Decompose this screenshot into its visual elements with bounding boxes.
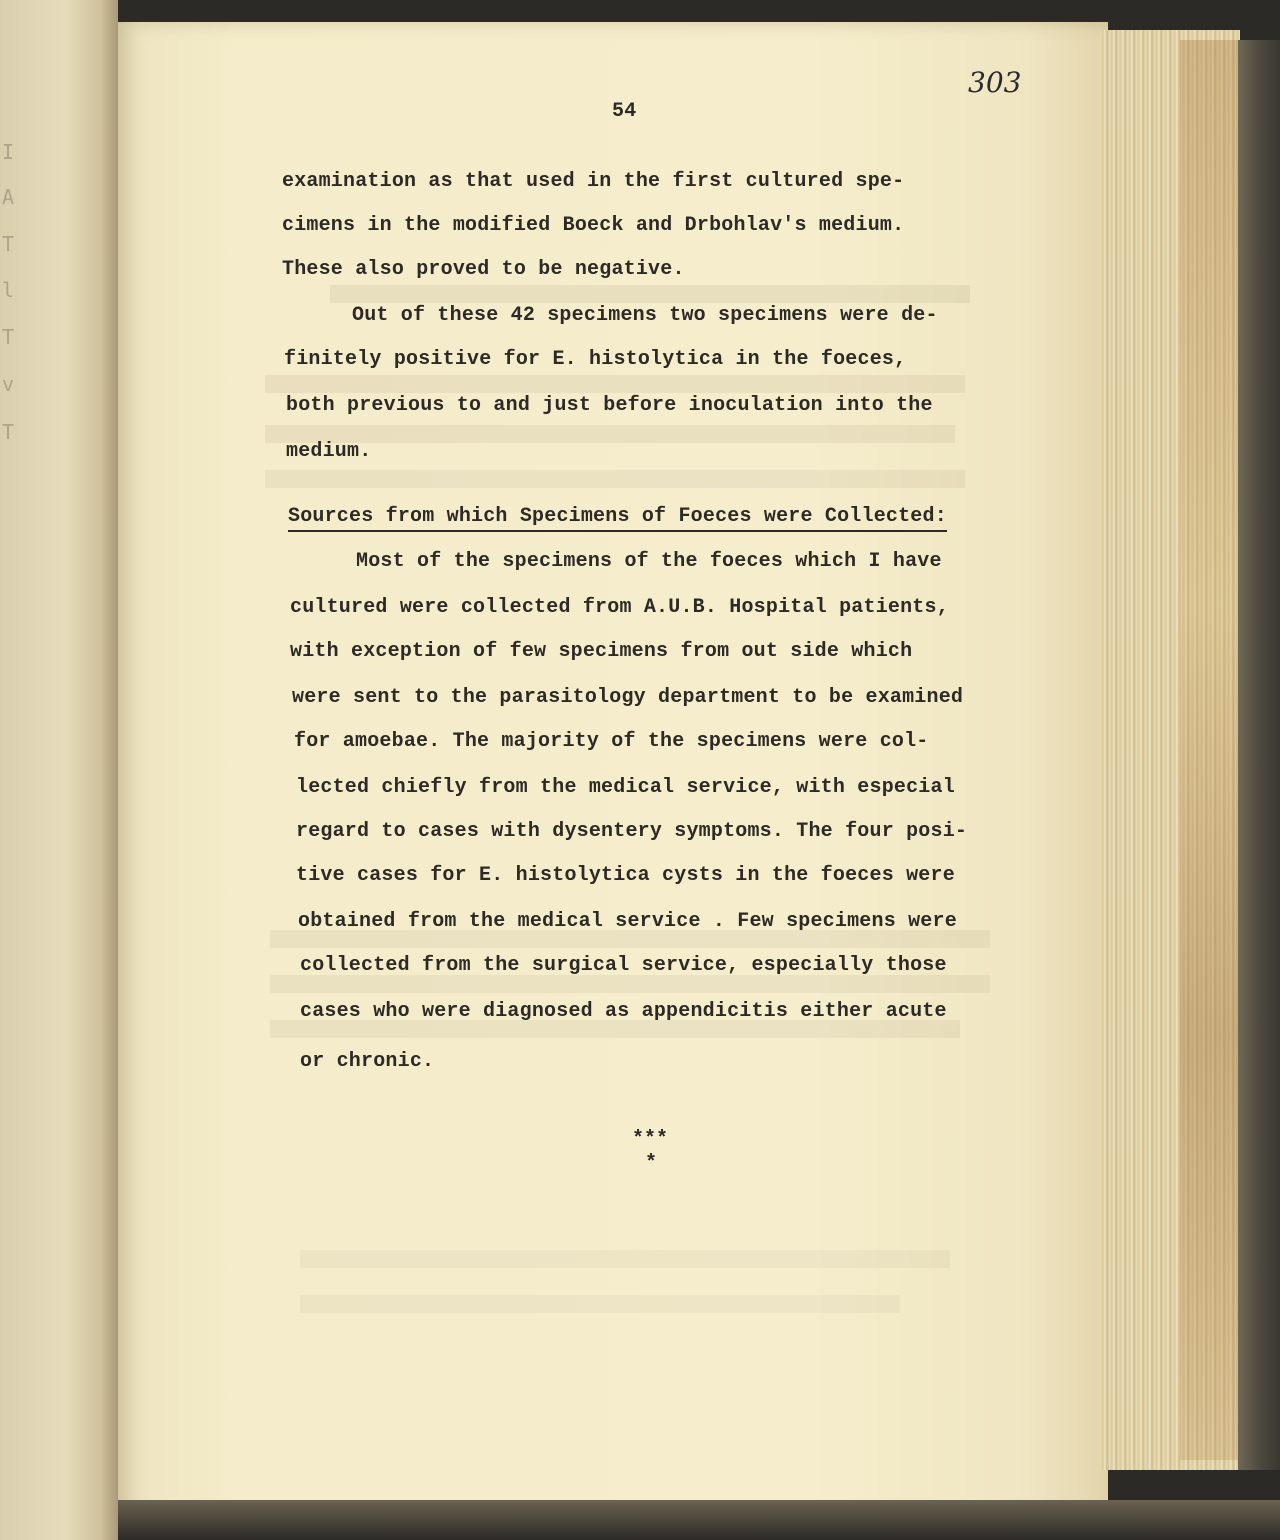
bottom-shadow <box>118 1500 1280 1540</box>
text-line: Most of the specimens of the foeces which I have <box>356 550 942 573</box>
text-line: both previous to and just before inoculation into the <box>286 394 933 417</box>
bleed-through <box>300 1250 950 1268</box>
bleed-through <box>265 470 965 488</box>
text-line: or chronic. <box>300 1050 435 1073</box>
text-line: lected chiefly from the medical service, with especial <box>296 776 955 799</box>
bleed-through <box>300 1295 900 1313</box>
ghost-mark: A <box>2 185 15 209</box>
page-number: 54 <box>612 100 637 123</box>
text-line: examination as that used in the first cultured spe- <box>282 170 905 193</box>
left-facing-page <box>0 0 118 1540</box>
text-line: collected from the surgical service, especially those <box>300 954 947 977</box>
text-line: Out of these 42 specimens two specimens were de- <box>352 304 938 327</box>
text-line: were sent to the parasitology department to be examined <box>292 686 964 709</box>
bleed-through <box>270 975 990 993</box>
ornament-top: *** <box>632 1128 669 1151</box>
typed-page <box>118 22 1108 1517</box>
edge-stain <box>1180 40 1240 1460</box>
text-line: obtained from the medical service . Few specimens were <box>298 910 957 933</box>
ghost-mark: T <box>2 325 15 349</box>
text-line: with exception of few specimens from out side which <box>290 640 913 663</box>
text-line: These also proved to be negative. <box>282 258 685 281</box>
ghost-mark: T <box>2 232 15 256</box>
book-cover <box>1238 40 1280 1470</box>
text-line: cultured were collected from A.U.B. Hospital patients, <box>290 596 949 619</box>
text-line: regard to cases with dysentery symptoms. The four posi- <box>296 820 968 843</box>
text-line: tive cases for E. histolytica cysts in the foeces were <box>296 864 955 887</box>
folio-number: 303 <box>968 66 1022 99</box>
section-heading: Sources from which Specimens of Foeces were Collected: <box>288 505 947 532</box>
bleed-through <box>265 375 965 393</box>
text-line: finitely positive for E. histolytica in the foeces, <box>284 348 907 371</box>
text-line: medium. <box>286 440 372 463</box>
ghost-mark: v <box>2 372 15 396</box>
bleed-through <box>330 285 970 303</box>
ornament-bottom: * <box>645 1152 658 1175</box>
ghost-mark: l <box>2 278 15 302</box>
text-line: for amoebae. The majority of the specimens were col- <box>294 730 929 753</box>
text-line: cases who were diagnosed as appendicitis either acute <box>300 1000 947 1023</box>
text-line: cimens in the modified Boeck and Drbohlav's medium. <box>282 214 905 237</box>
ghost-mark: T <box>2 420 15 444</box>
ghost-mark: I <box>2 140 15 164</box>
